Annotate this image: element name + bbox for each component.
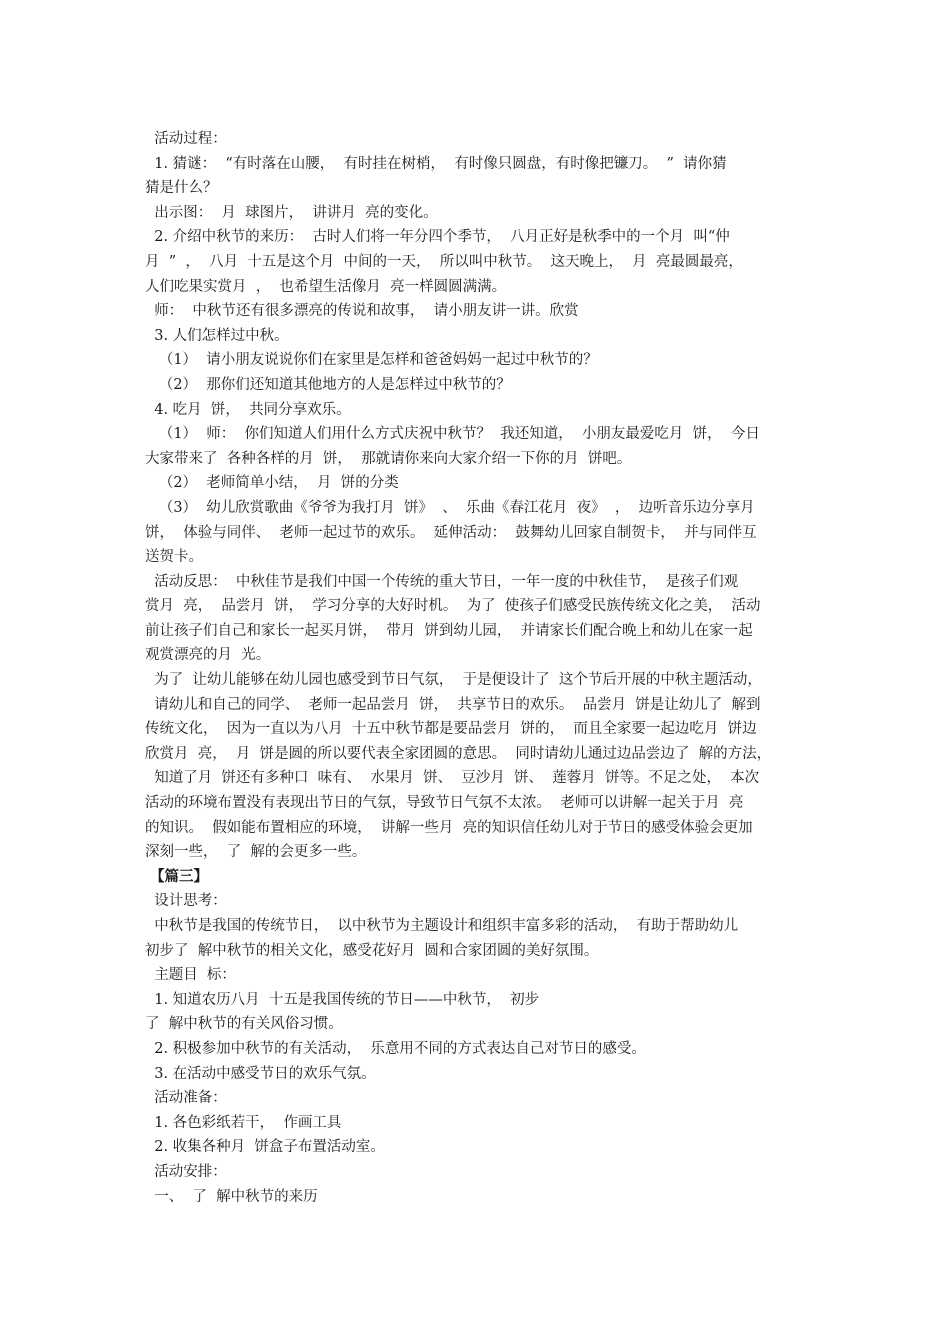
section-heading: 【篇三】 (145, 867, 209, 885)
text-line: 的知识。 假如能布置相应的环境， 讲解一些月 亮的知识信任幼儿对于节日的感受体验会更加 (145, 819, 753, 836)
text-line: 大家带来了 各种各样的月 饼， 那就请你来向大家介绍一下你的月 饼吧。 (145, 450, 632, 467)
text-line: 深刻一些， 了 解的会更多一些。 (145, 844, 367, 861)
text-line: 4. 吃月 饼， 共同分享欢乐。 (145, 401, 351, 418)
text-line: 2. 介绍中秋节的来历： 古时人们将一年分四个季节， 八月正好是秋季中的一个月 叫“仲 (145, 229, 730, 246)
text-line: （2） 老师简单小结， 月 饼的分类 (145, 475, 399, 492)
text-line: 1. 各色彩纸若干， 作画工具 (145, 1114, 342, 1131)
text-line: 月 ” ， 八月 十五是这个月 中间的一天， 所以叫中秋节。 这天晚上， 月 亮最圆最亮， (145, 253, 743, 270)
text-line: 一、 了 解中秋节的来历 (145, 1188, 318, 1205)
text-line: 活动准备： (145, 1090, 227, 1107)
text-line: （2） 那你们还知道其他地方的人是怎样过中秋节的？ (145, 376, 511, 393)
text-line: 传统文化， 因为一直以为八月 十五中秋节都是要品尝月 饼的， 而且全家要一起边吃月 饼边 (145, 721, 757, 738)
text-line: 3. 人们怎样过中秋。 (145, 327, 289, 344)
text-line: （3） 幼儿欣赏歌曲《爷爷为我打月 饼》 、 乐曲《春江花月 夜》 ， 边听音乐边分享月 (145, 499, 755, 516)
text-line: 请幼儿和自己的同学、 老师一起品尝月 饼， 共享节日的欢乐。 品尝月 饼是让幼儿了 解到 (145, 696, 761, 713)
text-line: 2. 收集各种月 饼盒子布置活动室。 (145, 1139, 385, 1156)
text-line: 人们吃果实赏月 ， 也希望生活像月 亮一样圆圆满满。 (145, 278, 507, 295)
text-line: 主题目 标： (145, 967, 236, 984)
text-line: 猜是什么？ (145, 180, 218, 197)
text-line: 活动安排： (145, 1163, 227, 1180)
text-line: 1. 知道农历八月 十五是我国传统的节日——中秋节， 初步 (145, 991, 540, 1008)
text-line: 初步了 解中秋节的相关文化，感受花好月 圆和合家团圆的美好氛围。 (145, 942, 599, 959)
text-line: 3. 在活动中感受节日的欢乐气氛。 (145, 1065, 376, 1082)
text-line: 中秋节是我国的传统节日， 以中秋节为主题设计和组织丰富多彩的活动， 有助于帮助幼儿 (145, 918, 739, 934)
text-line: 活动过程： (145, 131, 227, 147)
text-line: 欣赏月 亮， 月 饼是圆的所以要代表全家团圆的意思。 同时请幼儿通过边品尝边了 解的方法， (145, 745, 772, 762)
text-line: 设计思考： (145, 893, 227, 910)
text-line: 赏月 亮， 品尝月 饼， 学习分享的大好时机。 为了 使孩子们感受民族传统文化之美， 活动 (145, 598, 761, 615)
text-line: 出示图： 月 球图片， 讲讲月 亮的变化。 (145, 204, 438, 221)
text-line: （1） 请小朋友说说你们在家里是怎样和爸爸妈妈一起过中秋节的？ (145, 352, 598, 369)
text-line: 活动的环境布置没有表现出节日的气氛，导致节日气氛不太浓。 老师可以讲解一起关于月 亮 (145, 795, 744, 812)
text-line: 1. 猜谜： “有时落在山腰， 有时挂在树梢， 有时像只圆盘，有时像把镰刀。 ” 请你猜 (145, 155, 727, 172)
text-line: 了 解中秋节的有关风俗习惯。 (145, 1016, 343, 1033)
text-line: 活动反思： 中秋佳节是我们中国一个传统的重大节日，一年一度的中秋佳节， 是孩子们观 (145, 573, 739, 590)
document-body (145, 127, 810, 1209)
text-line: 为了 让幼儿能够在幼儿园也感受到节日气氛， 于是便设计了 这个节后开展的中秋主题活动， (145, 672, 762, 689)
text-line: （1） 师： 你们知道人们用什么方式庆祝中秋节？ 我还知道， 小朋友最爱吃月 饼， 今日 (145, 426, 760, 443)
text-line: 观赏漂亮的月 光。 (145, 647, 271, 664)
text-line: 饼， 体验与同伴、 老师一起过节的欢乐。 延伸活动： 鼓舞幼儿回家自制贺卡， 并与同伴互 (145, 524, 757, 541)
text-line: 2. 积极参加中秋节的有关活动， 乐意用不同的方式表达自己对节日的感受。 (145, 1040, 646, 1057)
text-line: 师： 中秋节还有很多漂亮的传说和故事， 请小朋友讲一讲。欣赏 (145, 303, 579, 320)
text-line: 知道了月 饼还有多种口 味有、 水果月 饼、 豆沙月 饼、 莲蓉月 饼等。不足之处， 本次 (145, 770, 760, 787)
text-line: 送贺卡。 (145, 549, 203, 566)
text-line: 前让孩子们自己和家长一起买月饼， 带月 饼到幼儿园， 并请家长们配合晚上和幼儿在家一起 (145, 622, 753, 639)
